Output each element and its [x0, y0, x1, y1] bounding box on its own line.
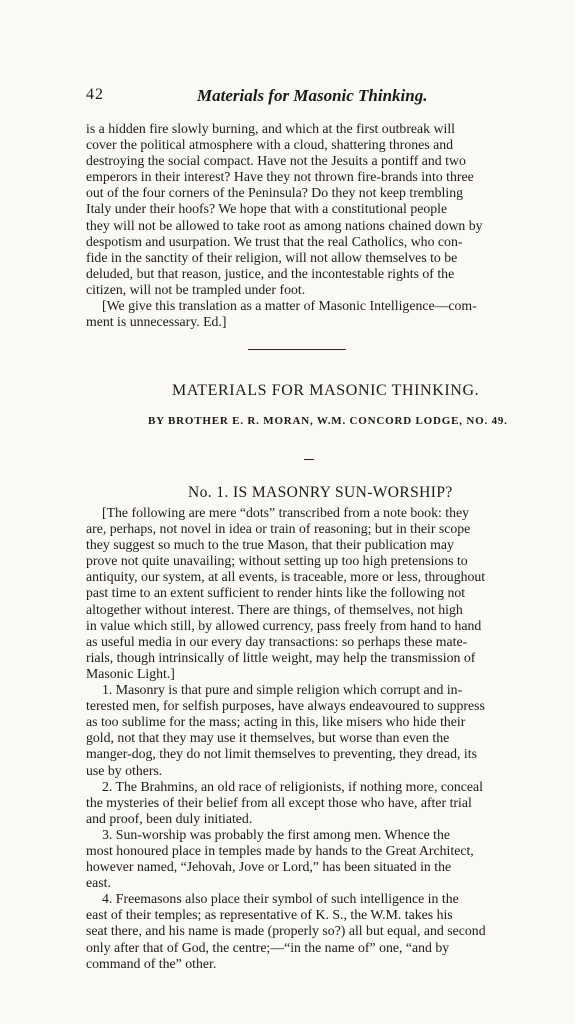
article-subheading: No. 1. IS MASONRY SUN-WORSHIP?: [188, 484, 453, 501]
text-line: destroying the social compact. Have not the Jesuits a pontiff and two: [86, 153, 466, 169]
text-line: they will not be allowed to take root as among nations chained down by: [86, 217, 483, 233]
item-line: terested men, for selfish purposes, have always endeavoured to suppress: [86, 698, 485, 714]
intro-line: prove not quite unavailing; without setting up too high pretensions to: [86, 553, 468, 569]
text-line: Italy under their hoofs? We hope that with a constitutional people: [86, 201, 448, 217]
section-divider: [248, 349, 346, 350]
item-line: however named, “Jehovah, Jove or Lord,” has been situated in the: [86, 859, 452, 875]
intro-line: altogether without interest. There are things, of themselves, not high: [86, 601, 463, 617]
intro-line: in value which still, by allowed currency, pass freely from hand to hand: [86, 617, 482, 633]
short-divider: [304, 459, 314, 460]
item-line: the mysteries of their belief from all except those who have, after trial: [86, 794, 472, 810]
text-line: out of the four corners of the Peninsula? Do they not keep trembling: [86, 185, 464, 201]
editor-note-line: [We give this translation as a matter of Masonic Intelligence—com-: [102, 298, 477, 314]
text-line: cover the political atmosphere with a cloud, shattering thrones and: [86, 137, 454, 153]
item-line: seat there, and his name is made (properly so?) all but equal, and second: [86, 923, 486, 939]
item-line: most honoured place in temples made by hands to the Great Architect,: [86, 842, 474, 858]
article-byline: BY BROTHER E. R. MORAN, W.M. CONCORD LODGE, NO. 49.: [148, 415, 508, 427]
item-line: 3. Sun-worship was probably the first among men. Whence the: [102, 826, 451, 842]
text-line: emperors in their interest? Have they not thrown fire-brands into three: [86, 169, 474, 185]
item-line: gold, not that they may use it themselves, but worse than even the: [86, 730, 450, 746]
intro-line: rials, though intrinsically of little weight, may help the transmission of: [86, 649, 476, 665]
intro-line: Masonic Light.]: [86, 665, 175, 681]
item-line: only after that of God, the centre;—“in the name of” one, “and by: [86, 939, 450, 955]
item-line: east of their temples; as representative of K. S., the W.M. takes his: [86, 907, 453, 923]
item-line: 4. Freemasons also place their symbol of such intelligence in the: [102, 891, 459, 907]
item-line: command of the” other.: [86, 955, 217, 971]
intro-line: are, perhaps, not novel in idea or train of reasoning; but in their scope: [86, 521, 471, 537]
text-line: is a hidden fire slowly burning, and which at the first outbreak will: [86, 121, 455, 136]
running-head: [86, 86, 564, 108]
item-line: manger-dog, they do not limit themselves to preventing, they dread, its: [86, 746, 477, 762]
intro-line: they suggest so much to the true Mason, that their publication may: [86, 537, 454, 553]
item-line: 1. Masonry is that pure and simple religion which corrupt and in-: [102, 682, 463, 698]
article-title: MATERIALS FOR MASONIC THINKING.: [172, 382, 480, 399]
running-title: Materials for Masonic Thinking.: [197, 86, 428, 105]
intro-line: as useful media in our every day transactions: so perhaps these mate-: [86, 633, 468, 649]
item-line: and proof, been duly initiated.: [86, 810, 253, 826]
article-body: [86, 505, 560, 972]
item-line: as too sublime for the mass; acting in this, like misers who hide their: [86, 714, 466, 730]
item-line: use by others.: [86, 762, 163, 778]
editor-note-line: ment is unnecessary. Ed.]: [86, 314, 227, 330]
text-line: citizen, will not be trampled under foot.: [86, 281, 306, 297]
page-number: 42: [86, 86, 104, 103]
text-line: deluded, but that reason, justice, and the incontestable rights of the: [86, 265, 455, 281]
intro-line: past time to an extent sufficient to render hints like the following not: [86, 585, 466, 601]
top-paragraph: [86, 121, 560, 330]
text-line: despotism and usurpation. We trust that the real Catholics, who con-: [86, 233, 463, 249]
item-line: east.: [86, 875, 111, 891]
text-line: fide in the sanctity of their religion, will not allow themselves to be: [86, 249, 458, 265]
intro-line: [The following are mere “dots” transcribed from a note book: they: [102, 505, 470, 520]
item-line: 2. The Brahmins, an old race of religionists, if nothing more, conceal: [102, 778, 483, 794]
intro-line: antiquity, our system, at all events, is traceable, more or less, throughout: [86, 569, 486, 585]
